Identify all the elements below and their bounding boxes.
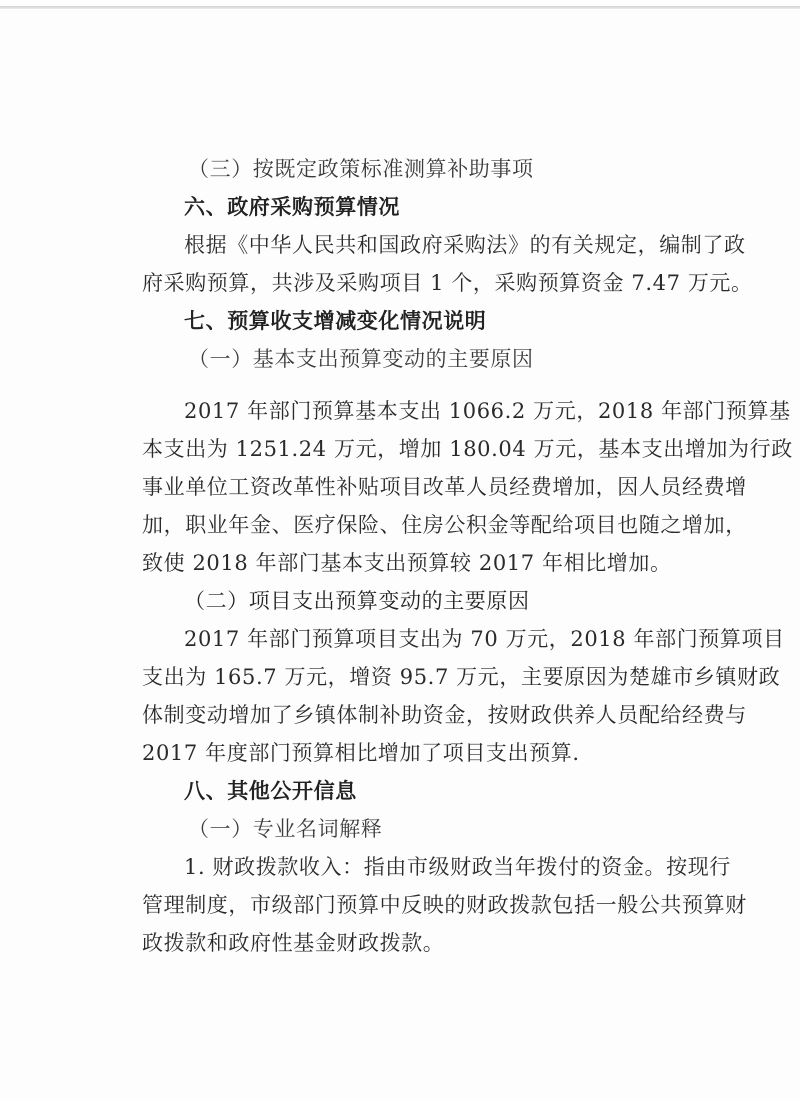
paragraph-line: 2017 年部门预算基本支出 1066.2 万元，2018 年部门预算基 xyxy=(184,399,791,423)
paragraph-line: 管理制度，市级部门预算中反映的财政拨款包括一般公共预算财 xyxy=(142,893,747,917)
paragraph-line: 根据《中华人民共和国政府采购法》的有关规定，编制了政 xyxy=(184,233,746,257)
section-heading-8: 八、其他公开信息 xyxy=(184,779,357,803)
subsection-heading-terms: （一）专业名词解释 xyxy=(188,817,383,841)
paragraph-line: 1. 财政拨款收入：指由市级财政当年拨付的资金。按现行 xyxy=(184,855,731,879)
paragraph-line: 2017 年部门预算项目支出为 70 万元，2018 年部门预算项目 xyxy=(184,627,785,651)
paragraph-line: 事业单位工资改革性补贴项目改革人员经费增加，因人员经费增 xyxy=(142,475,747,499)
document-body xyxy=(142,150,793,962)
subsection-heading-1: （一）基本支出预算变动的主要原因 xyxy=(188,347,534,371)
paragraph-line: 政拨款和政府性基金财政拨款。 xyxy=(142,931,445,955)
paragraph-line: 本支出为 1251.24 万元，增加 180.04 万元，基本支出增加为行政 xyxy=(142,437,793,461)
section-heading-7: 七、预算收支增减变化情况说明 xyxy=(184,309,487,333)
top-border-rule xyxy=(0,6,800,9)
paragraph-line: 府采购预算，共涉及采购项目 1 个，采购预算资金 7.47 万元。 xyxy=(142,271,753,295)
paragraph-line: 致使 2018 年部门基本支出预算较 2017 年相比增加。 xyxy=(142,551,672,575)
subsection-heading-3: （三）按既定政策标准测算补助事项 xyxy=(188,157,534,181)
paragraph-line: 体制变动增加了乡镇体制补助资金，按财政供养人员配给经费与 xyxy=(142,703,747,727)
section-heading-6: 六、政府采购预算情况 xyxy=(184,195,400,219)
paragraph-line: 支出为 165.7 万元，增资 95.7 万元，主要原因为楚雄市乡镇财政 xyxy=(142,665,781,689)
subsection-heading-2: （二）项目支出预算变动的主要原因 xyxy=(184,589,530,613)
paragraph-line: 2017 年度部门预算相比增加了项目支出预算. xyxy=(142,741,580,765)
paragraph-line: 加，职业年金、医疗保险、住房公积金等配给项目也随之增加， xyxy=(142,513,747,537)
